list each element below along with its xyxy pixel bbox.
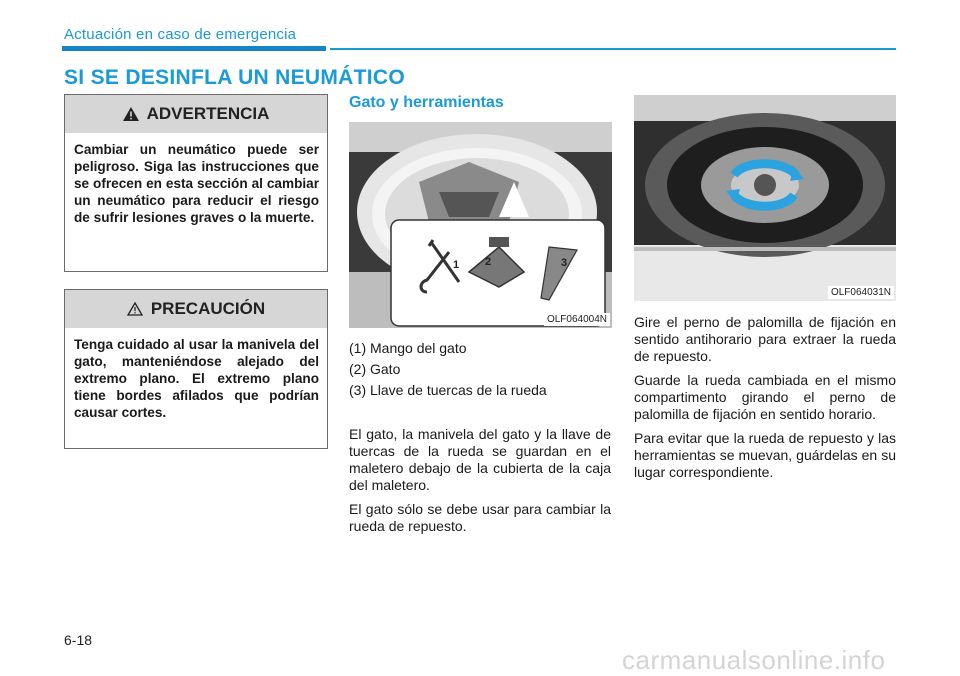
paragraph: Guarde la rueda cambiada en el mismo compartimento girando el perno de palomilla de fijación en sentido horario. xyxy=(634,372,896,422)
spare-tire-figure xyxy=(634,95,896,301)
callout-2: 2 xyxy=(485,256,492,268)
figure-code: OLF064031N xyxy=(828,286,894,299)
header-rule-light xyxy=(330,48,896,50)
running-header: Actuación en caso de emergencia xyxy=(64,26,297,43)
callout-3: 3 xyxy=(561,257,568,269)
caution-heading: PRECAUCIÓN xyxy=(150,299,266,318)
parts-list xyxy=(349,338,611,401)
list-item: (1) Mango del gato xyxy=(349,340,467,356)
page-number: 6-18 xyxy=(64,632,93,648)
tools-figure xyxy=(349,122,612,328)
paragraph: Para evitar que la rueda de repuesto y las herramientas se muevan, guárdelas en su lugar correspondiente. xyxy=(634,430,896,480)
paragraph: Gire el perno de palomilla de fijación en sentido antihorario para extraer la rueda de repuesto. xyxy=(634,314,896,364)
caution-header xyxy=(65,290,327,328)
list-item: (2) Gato xyxy=(349,361,401,377)
caution-text: Tenga cuidado al usar la manivela del gato, manteniéndose alejado del extremo plano. El extremo plano tiene bordes afilados que podrían causar cortes. xyxy=(74,337,319,420)
warning-triangle-icon xyxy=(123,107,139,121)
warning-box xyxy=(64,94,328,272)
warning-heading: ADVERTENCIA xyxy=(146,104,270,123)
watermark: carmanualsonline.info xyxy=(622,645,886,675)
figure-code: OLF064004N xyxy=(544,313,610,326)
tools-body xyxy=(349,426,611,542)
header-rule-dark xyxy=(62,46,326,51)
callout-1: 1 xyxy=(453,259,460,271)
trunk-tools-illustration xyxy=(349,122,612,328)
warning-header xyxy=(65,95,327,133)
spare-tire-illustration xyxy=(634,95,896,301)
list-item: (3) Llave de tuercas de la rueda xyxy=(349,382,547,398)
warning-text: Cambiar un neumático puede ser peligroso. Siga las instrucciones que se ofrecen en esta sección al cambiar un neumático para reducir el riesgo de sufrir lesiones graves o la muerte. xyxy=(74,142,319,225)
caution-box xyxy=(64,289,328,449)
subsection-title: Gato y herramientas xyxy=(349,94,504,111)
spare-body xyxy=(634,314,896,488)
paragraph: El gato sólo se debe usar para cambiar la rueda de repuesto. xyxy=(349,501,611,534)
caution-triangle-icon xyxy=(127,302,143,316)
paragraph: El gato, la manivela del gato y la llave de tuercas de la rueda se guardan en el maletero debajo de la cubierta de la caja del maletero. xyxy=(349,426,611,493)
section-title: SI SE DESINFLA UN NEUMÁTICO xyxy=(64,66,406,89)
